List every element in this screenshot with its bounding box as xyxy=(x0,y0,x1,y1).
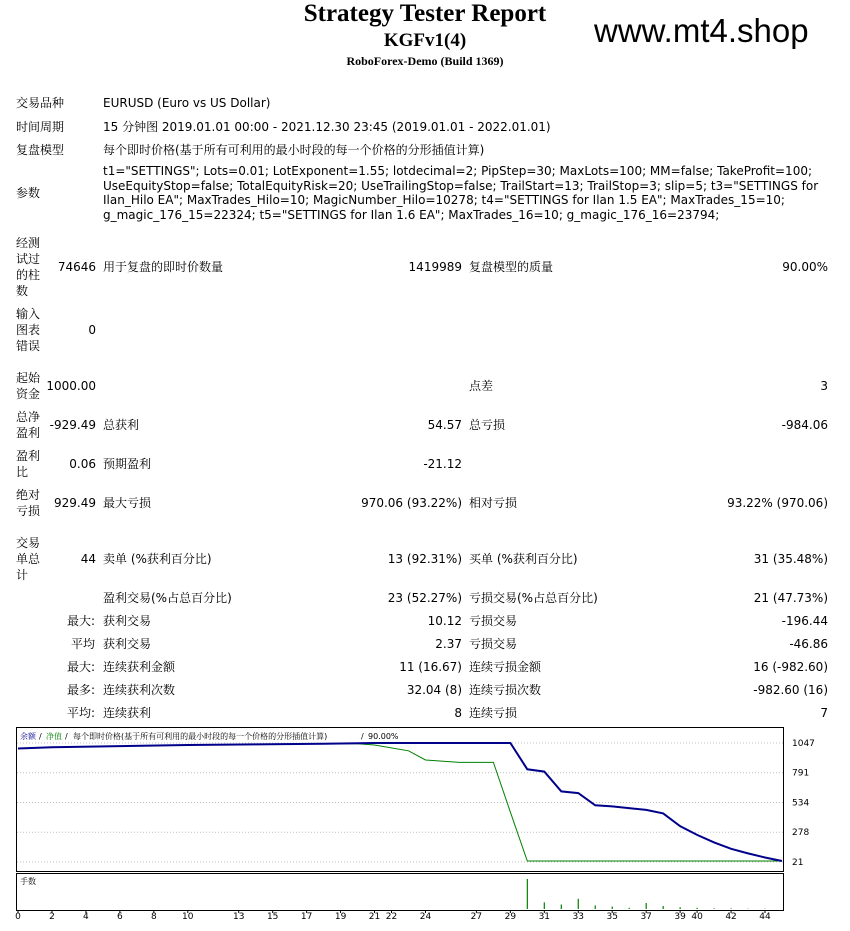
avg-cons-wins-label: 连续获利 xyxy=(103,706,152,720)
symbol-value: EURUSD (Euro vs US Dollar) xyxy=(103,96,271,110)
largest-prefix: 最大: xyxy=(66,614,95,628)
profit-trades-label: 盈利交易(%占总百分比) xyxy=(103,591,232,605)
avg-cons-losses-label: 连续亏损 xyxy=(469,706,518,720)
abs-drawdown-value: 929.49 xyxy=(54,496,96,510)
x-tick-label: 21 xyxy=(368,912,381,922)
x-tick-label: 24 xyxy=(419,912,432,922)
model-label: 复盘模型 xyxy=(16,143,65,157)
y-tick-label: 534 xyxy=(792,798,810,809)
rel-drawdown-label: 相对亏损 xyxy=(469,496,518,510)
total-trades-value: 44 xyxy=(80,552,96,566)
legend-model: 每个即时价格(基于所有可利用的最小时段的每一个价格的分形插值计算) xyxy=(73,732,328,741)
legend-balance: 余额 xyxy=(20,732,36,741)
params-value: t1="SETTINGS"; Lots=0.01; LotExponent=1.55; lotdecimal=2; PipStep=30; MaxLots=100; MM=false; TakeProfit=100; UseEquityStop=false; TotalEquityRisk=20; UseTrailingStop=false; TrailStart=13; TrailStop=3; slip=5; t3="SETTINGS for Ilan_Hilo EA"; MaxTrades_Hilo=10; MagicNumber_Hilo=10278; t4="SETTINGS for Ilan 1.5 EA"; MaxTrades_15=10; g_magic_176_15=22324; t5="SETTINGS for Ilan 1.6 EA"; MaxTrades_16=10; g_magic_176_16=23794; xyxy=(103,164,819,222)
errors-value: 0 xyxy=(88,323,96,337)
abs-drawdown-label: 绝对亏损 xyxy=(16,488,41,518)
x-tick-label: 19 xyxy=(334,912,347,922)
x-tick-label: 17 xyxy=(300,912,313,922)
maximal-losses-label: 连续亏损次数 xyxy=(469,683,542,697)
volume-plot-frame xyxy=(17,874,784,911)
expert-name: KGFv1(4) xyxy=(383,30,467,51)
x-tick-label: 31 xyxy=(538,912,551,922)
profit-factor-value: 0.06 xyxy=(69,457,96,471)
x-tick-label: 27 xyxy=(470,912,483,922)
max-drawdown-value: 970.06 (93.22%) xyxy=(361,496,462,510)
gross-loss-label: 总亏损 xyxy=(469,418,506,432)
avg-consecutive-prefix: 平均: xyxy=(66,706,95,720)
max-cons-losses-value: 16 (-982.60) xyxy=(753,660,828,674)
long-positions-label: 买单 (%获利百分比) xyxy=(469,552,578,566)
x-tick-label: 8 xyxy=(150,912,157,922)
x-tick-label: 10 xyxy=(182,912,194,922)
errors-label: 输入图表错误 xyxy=(16,307,41,353)
period-label: 时间周期 xyxy=(16,120,65,134)
x-tick-label: 33 xyxy=(572,912,584,922)
x-tick-label: 44 xyxy=(759,912,771,922)
symbol-label: 交易品种 xyxy=(16,96,65,110)
legend-sep-2: / xyxy=(65,732,68,741)
net-label: 总净盈利 xyxy=(16,410,41,440)
avg-loss-label: 亏损交易 xyxy=(469,637,518,651)
max-cons-wins-value: 11 (16.67) xyxy=(399,660,462,674)
params-label: 参数 xyxy=(16,186,41,200)
max-cons-wins-label: 连续获利金额 xyxy=(103,660,176,674)
x-tick-label: 40 xyxy=(691,912,703,922)
watermark: www.mt4.shop xyxy=(594,12,809,49)
server-build: RoboForex-Demo (Build 1369) xyxy=(346,54,504,68)
largest-loss-label: 亏损交易 xyxy=(469,614,518,628)
x-tick-label: 22 xyxy=(385,912,398,922)
bars-value: 74646 xyxy=(57,260,96,274)
max-drawdown-label: 最大亏损 xyxy=(103,496,152,510)
x-tick-label: 2 xyxy=(49,912,55,922)
gross-profit-value: 54.57 xyxy=(427,418,462,432)
x-tick-label: 35 xyxy=(606,912,618,922)
x-tick-label: 0 xyxy=(15,912,21,922)
maximal-prefix: 最多: xyxy=(66,683,95,697)
deposit-label: 起始资金 xyxy=(16,371,41,401)
x-axis xyxy=(15,910,771,922)
spread-value: 3 xyxy=(820,379,828,393)
x-tick-label: 37 xyxy=(640,912,652,922)
maximal-wins-label: 连续获利次数 xyxy=(103,683,176,697)
loss-trades-label: 亏损交易(%占总百分比) xyxy=(469,591,598,605)
y-tick-label: 1047 xyxy=(792,739,815,749)
loss-trades-value: 21 (47.73%) xyxy=(753,591,828,605)
x-tick-label: 29 xyxy=(504,912,517,922)
x-tick-label: 39 xyxy=(674,912,686,922)
y-tick-label: 791 xyxy=(792,768,810,779)
quality-label: 复盘模型的质量 xyxy=(469,260,554,274)
profit-factor-label: 盈利比 xyxy=(16,449,41,479)
max-consecutive-prefix: 最大: xyxy=(66,660,95,674)
y-tick-label: 21 xyxy=(792,858,804,868)
rel-drawdown-value: 93.22% (970.06) xyxy=(727,496,828,510)
balance-chart xyxy=(16,727,836,925)
legend-equity: 净值 xyxy=(46,732,62,741)
model-value: 每个即时价格(基于所有可利用的最小时段的每一个价格的分形插值计算) xyxy=(103,143,485,157)
quality-value: 90.00% xyxy=(782,260,828,274)
x-tick-label: 15 xyxy=(266,912,279,922)
report-title: Strategy Tester Report xyxy=(303,0,547,27)
volume-label: 手数 xyxy=(20,877,36,886)
legend-quality: 90.00% xyxy=(368,732,399,741)
average-prefix: 平均 xyxy=(70,637,95,651)
short-positions-label: 卖单 (%获利百分比) xyxy=(103,552,212,566)
bars-label: 经测试过的柱数 xyxy=(16,236,41,298)
x-tick-label: 42 xyxy=(725,912,737,922)
gross-loss-value: -984.06 xyxy=(781,418,828,432)
y-axis xyxy=(792,739,815,868)
period-value: 15 分钟图 2019.01.01 00:00 - 2021.12.30 23:45 (2019.01.01 - 2022.01.01) xyxy=(103,120,551,134)
total-trades-label: 交易单总计 xyxy=(16,536,41,582)
spread-label: 点差 xyxy=(469,379,494,393)
avg-cons-losses-value: 7 xyxy=(820,706,828,720)
avg-loss-value: -46.86 xyxy=(789,637,828,651)
largest-profit-label: 获利交易 xyxy=(103,614,152,628)
largest-profit-value: 10.12 xyxy=(427,614,462,628)
y-tick-label: 278 xyxy=(792,828,810,839)
avg-cons-wins-value: 8 xyxy=(454,706,462,720)
expected-payoff-label: 预期盈利 xyxy=(103,457,152,471)
avg-profit-value: 2.37 xyxy=(435,637,462,651)
maximal-wins-value: 32.04 (8) xyxy=(406,683,462,697)
ticks-label: 用于复盘的即时价数量 xyxy=(103,260,224,274)
avg-profit-label: 获利交易 xyxy=(103,637,152,651)
x-tick-label: 13 xyxy=(232,912,245,922)
expected-payoff-value: -21.12 xyxy=(423,457,462,471)
gross-profit-label: 总获利 xyxy=(103,418,140,432)
long-positions-value: 31 (35.48%) xyxy=(753,552,828,566)
maximal-losses-value: -982.60 (16) xyxy=(753,683,828,697)
max-cons-losses-label: 连续亏损金额 xyxy=(469,660,542,674)
x-tick-label: 6 xyxy=(116,912,123,922)
x-tick-label: 4 xyxy=(83,912,89,922)
net-value: -929.49 xyxy=(49,418,96,432)
legend-sep-1: / xyxy=(39,732,42,741)
ticks-value: 1419989 xyxy=(408,260,462,274)
largest-loss-value: -196.44 xyxy=(781,614,828,628)
legend-sep-3: / xyxy=(361,732,364,741)
profit-trades-value: 23 (52.27%) xyxy=(387,591,462,605)
deposit-value: 1000.00 xyxy=(46,379,96,393)
short-positions-value: 13 (92.31%) xyxy=(387,552,462,566)
